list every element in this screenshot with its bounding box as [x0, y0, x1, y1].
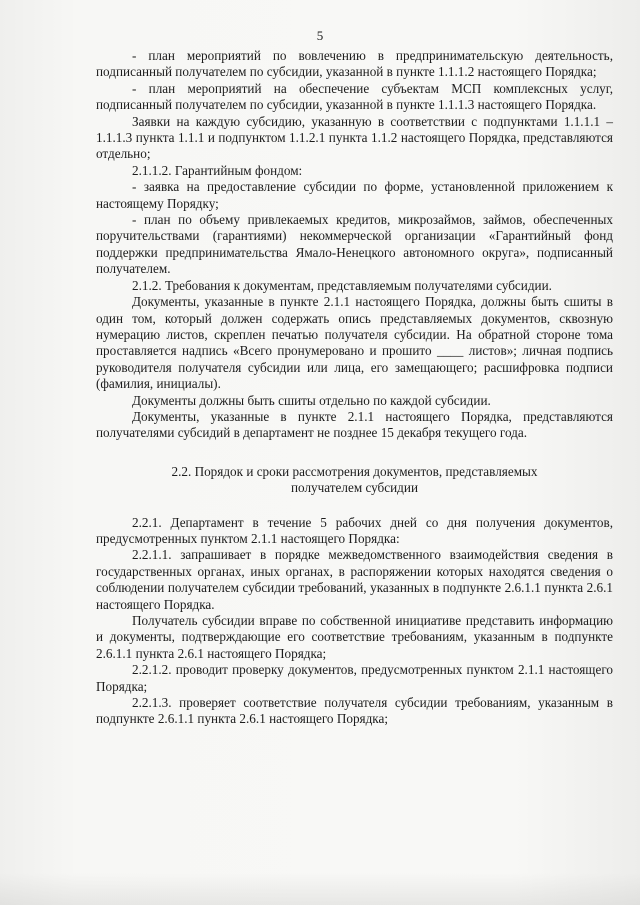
paragraph: Получатель субсидии вправе по собственной инициативе представить информацию и документы, подтверждающие его соответствие требованиям, указанным в подпункте 2.6.1.1 пункта 2.6.1 настоящего Порядка;	[96, 613, 613, 661]
paragraph: Документы должны быть сшиты отдельно по каждой субсидии.	[132, 392, 491, 408]
page-number: 5	[316, 28, 324, 43]
section-title-line: 2.2. Порядок и сроки рассмотрения документов, представляемых	[171, 463, 538, 479]
paragraph: - план мероприятий на обеспечение субъектам МСП комплексных услуг, подписанный получателем по субсидии, указанной в пункте 1.1.1.3 настоящего Порядка.	[96, 80, 613, 113]
paragraph: Документы, указанные в пункте 2.1.1 настоящего Порядка, представляются получателями субсидий в департамент не позднее 15 декабря текущего года.	[96, 408, 613, 441]
paragraph: 2.2.1.2. проводит проверку документов, предусмотренных пунктом 2.1.1 настоящего Порядка;	[96, 662, 613, 694]
paragraph: - заявка на предоставление субсидии по форме, установленной приложением к настоящему Порядку;	[96, 179, 613, 211]
document-body	[96, 48, 613, 728]
paragraph: - план мероприятий по вовлечению в предпринимательскую деятельность, подписанный получателем по субсидии, указанной в пункте 1.1.1.2 настоящего Порядка;	[96, 48, 613, 80]
paragraph: 2.1.2. Требования к документам, представляемым получателями субсидии.	[132, 277, 552, 293]
paragraph: Заявки на каждую субсидию, указанную в соответствии с подпунктами 1.1.1.1 – 1.1.1.3 пункта 1.1.1 и подпунктом 1.1.2.1 пункта 1.1.2 настоящего Порядка, представляются отдельно;	[96, 113, 613, 162]
paragraph: - план по объему привлекаемых кредитов, микрозаймов, займов, обеспеченных поручительствами (гарантиями) некоммерческой организации «Гарантийный фонд поддержки предпринимательства Ямало-Ненецкого автономного округа», подписанный получателем.	[96, 212, 613, 277]
paragraph: 2.1.1.2. Гарантийным фондом:	[132, 162, 303, 178]
paragraph: 2.2.1. Департамент в течение 5 рабочих дней со дня получения документов, предусмотренных пунктом 2.1.1 настоящего Порядка:	[96, 514, 613, 546]
paragraph: Документы, указанные в пункте 2.1.1 настоящего Порядка, должны быть сшиты в один том, который должен содержать опись представляемых документов, сквозную нумерацию листов, скреплен печатью получателя субсидии. На обратной стороне тома проставляется надпись «Всего пронумеровано и прошито ____ листов»; личная подпись руководителя получателя субсидии или лица, его замещающего; расшифровка подписи (фамилия, инициалы).	[96, 294, 613, 392]
section-title-line: получателем субсидии	[290, 480, 419, 496]
page-bottom-shadow	[0, 873, 640, 905]
section-title	[96, 464, 613, 497]
paragraph: 2.2.1.3. проверяет соответствие получателя субсидии требованиям, указанным в подпункте 2.6.1.1 пункта 2.6.1 настоящего Порядка;	[96, 695, 613, 727]
paragraph: 2.2.1.1. запрашивает в порядке межведомственного взаимодействия сведения в государственных органах, иных органах, в распоряжении которых находятся сведения о соблюдении получателем субсидии требований, указанных в подпункте 2.6.1.1 пункта 2.6.1 настоящего Порядка.	[96, 547, 613, 612]
